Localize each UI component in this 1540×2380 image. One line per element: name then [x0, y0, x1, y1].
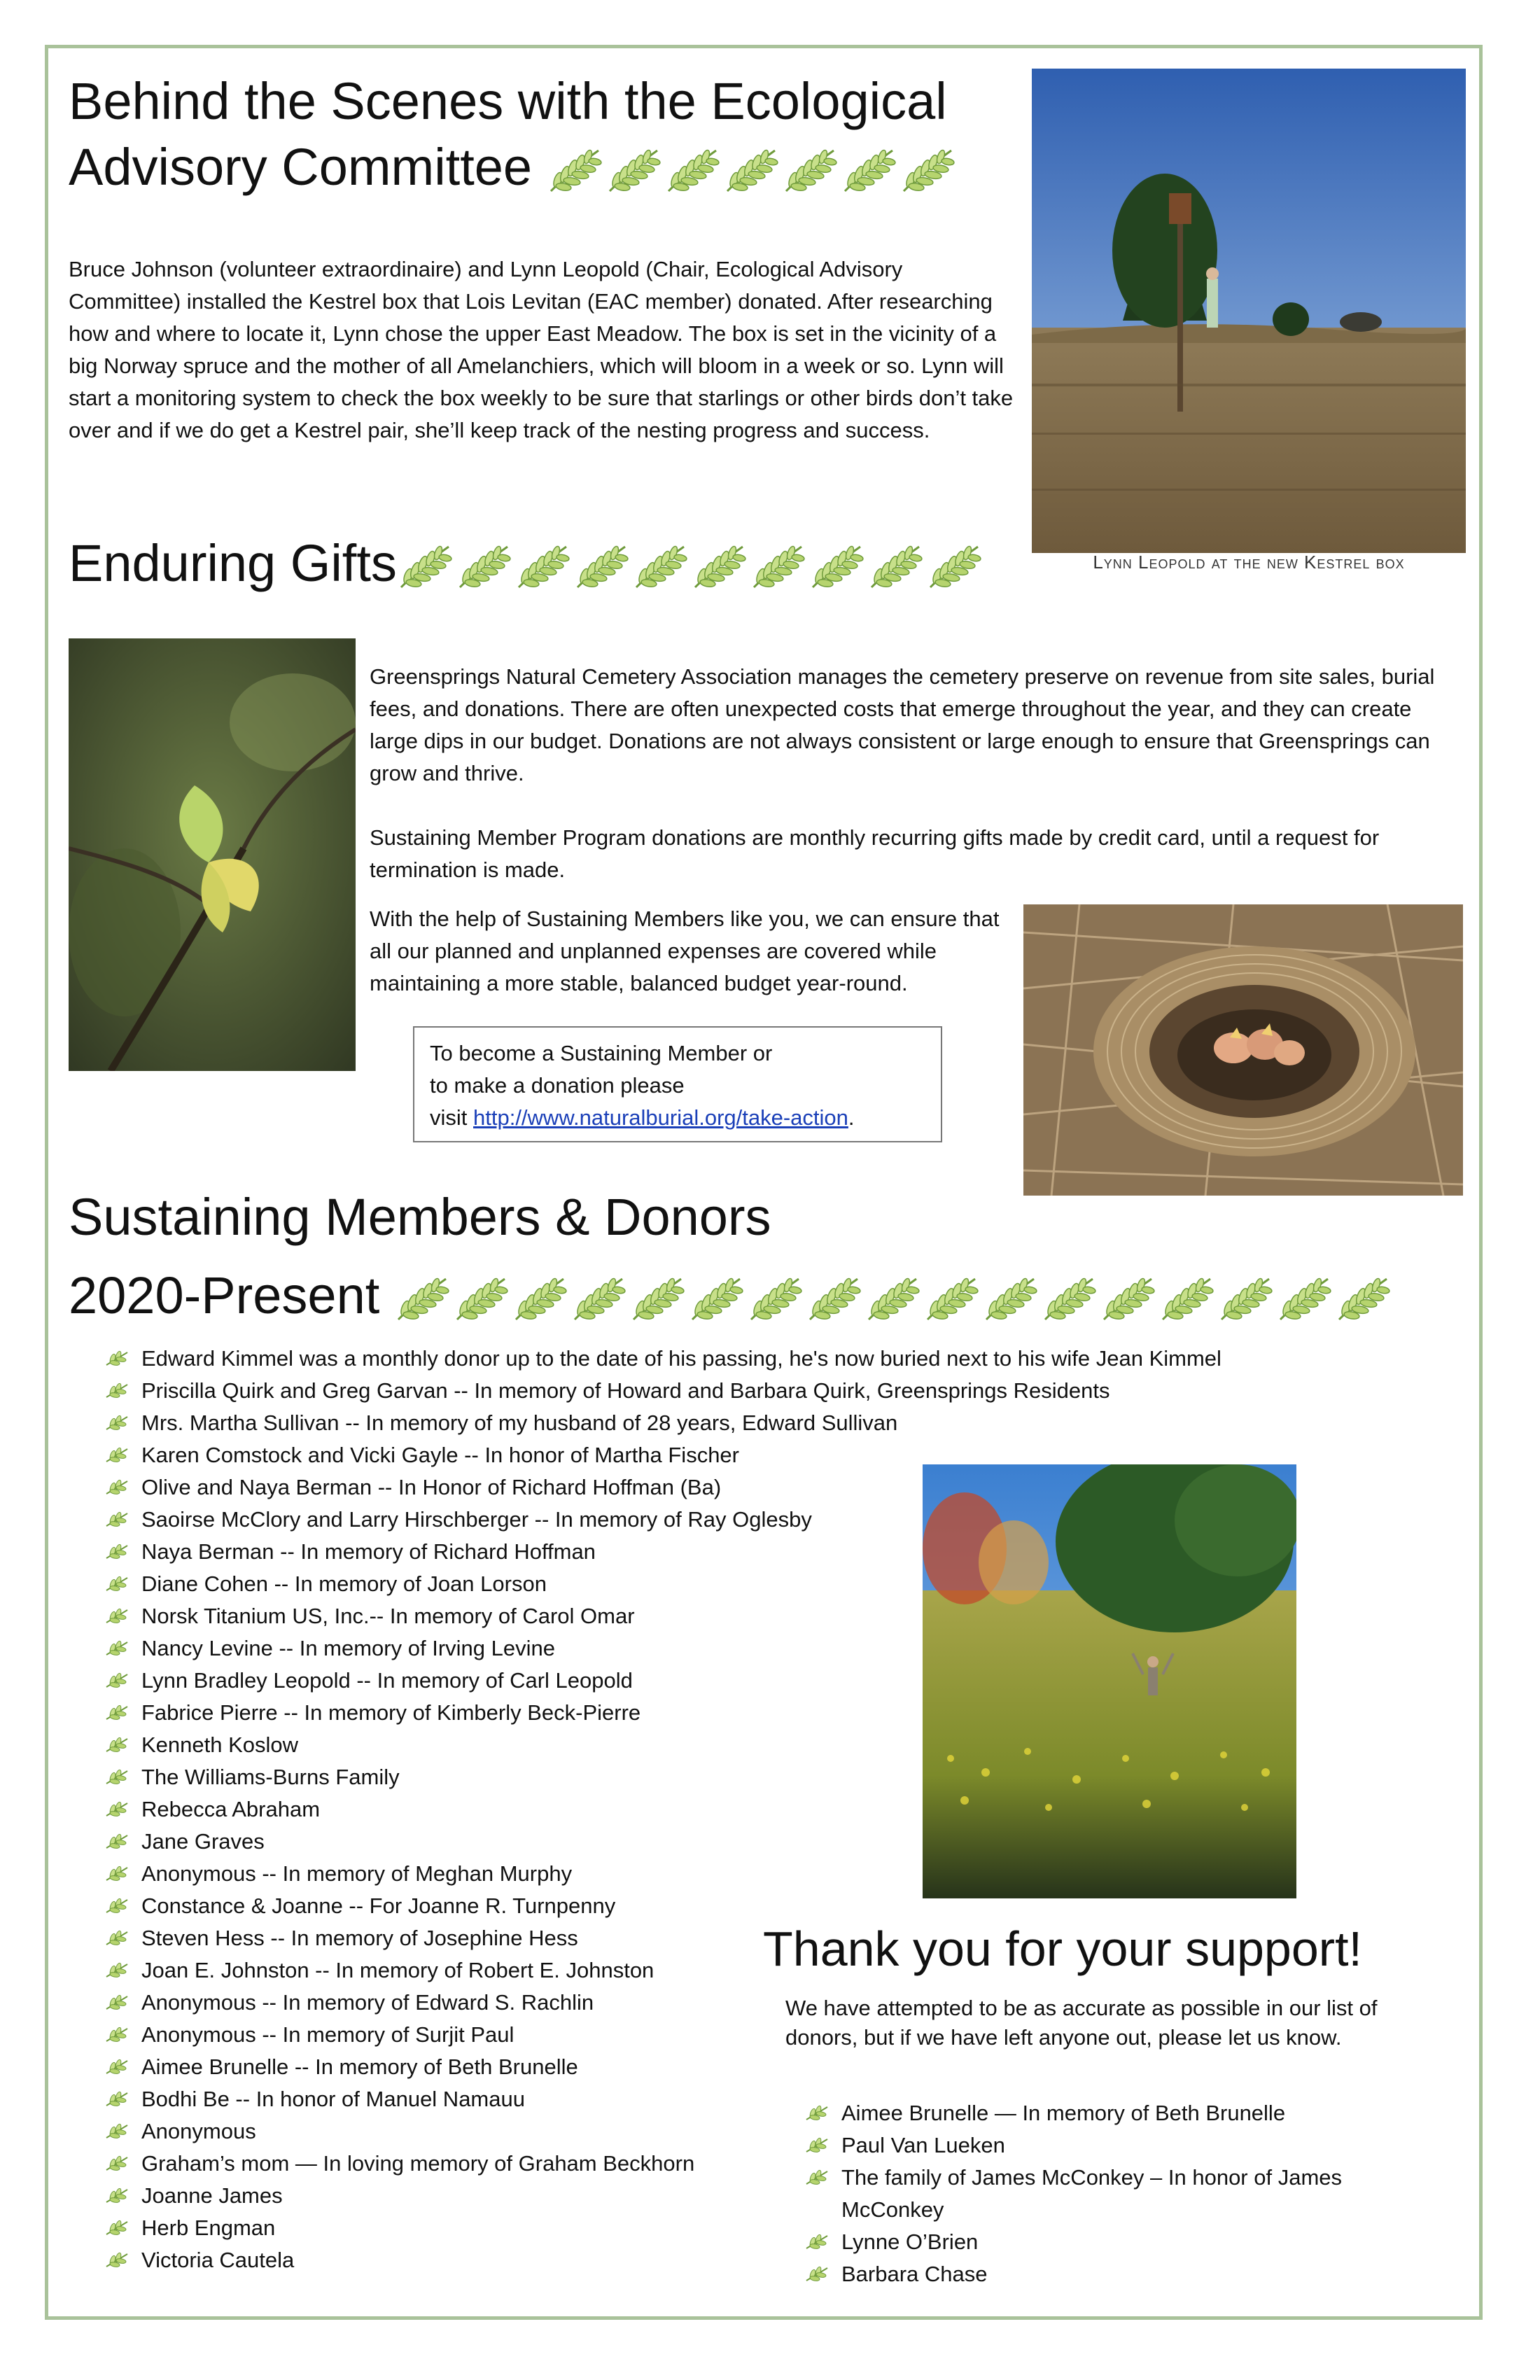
leaf-bullet-icon: [105, 1833, 129, 1851]
leaf-bullet-icon: [105, 1382, 129, 1400]
leaf-bullet-icon: [105, 1607, 129, 1625]
donor-name: Barbara Chase: [841, 2262, 988, 2286]
donor-name: Diane Cohen -- In memory of Joan Lorson: [141, 1572, 547, 1596]
leaf-bullet-icon: [805, 2104, 829, 2122]
donation-callout-box: [413, 1026, 942, 1142]
donor-name: Anonymous -- In memory of Meghan Murphy: [141, 1861, 573, 1886]
leaf-bullet-icon: [105, 2058, 129, 2076]
leaf-bullet-icon: [805, 2233, 829, 2251]
donor-name: Aimee Brunelle -- In memory of Beth Brunelle: [141, 2054, 578, 2079]
leaf-bullet-icon: [105, 1672, 129, 1690]
donor-name: Saoirse McClory and Larry Hirschberger -- In memory of Ray Oglesby: [141, 1507, 812, 1532]
section-1-title-line-1: Behind the Scenes with the Ecological: [69, 72, 947, 130]
donor-name: Anonymous: [141, 2119, 256, 2143]
meadow-photo: [923, 1464, 1296, 1898]
donor-name: Edward Kimmel was a monthly donor up to the date of his passing, he's now buried next to his wife Jean Kimmel: [141, 1346, 1222, 1371]
callout-line-1: To become a Sustaining Member or: [430, 1041, 773, 1065]
leaf-bullet-icon: [805, 2265, 829, 2283]
leaf-bullet-icon: [105, 1478, 129, 1497]
leaf-bullet-icon: [105, 1446, 129, 1464]
leaf-bud-photo: [69, 638, 356, 1071]
donor-name: Herb Engman: [141, 2216, 276, 2240]
leaf-bullet-icon: [105, 2122, 129, 2141]
donor-name: Bodhi Be -- In honor of Manuel Namauu: [141, 2087, 525, 2111]
section-3-title-line-2-row: [69, 1263, 1469, 1329]
leaf-bullet-icon: [105, 1350, 129, 1368]
donor-name: Fabrice Pierre -- In memory of Kimberly Beck-Pierre: [141, 1700, 641, 1725]
donor-name: Steven Hess -- In memory of Josephine Hess: [141, 1926, 578, 1950]
leaf-bullet-icon: [105, 2219, 129, 2237]
section-1-title: [69, 69, 1035, 200]
donor-name: Graham’s mom — In loving memory of Graham Beckhorn: [141, 2151, 695, 2176]
donor-name: Joanne James: [141, 2183, 283, 2208]
section-3-title-line-1: Sustaining Members & Donors: [69, 1188, 771, 1246]
leaf-bullet-icon: [105, 1639, 129, 1658]
donor-name: Paul Van Lueken: [841, 2133, 1005, 2157]
additional-donor-list: [805, 2097, 1435, 2290]
section-2-title-text: Enduring Gifts: [69, 534, 397, 592]
leaf-bullet-icon: [105, 1929, 129, 1947]
leaf-bullet-icon: [105, 1800, 129, 1819]
donor-name: Priscilla Quirk and Greg Garvan -- In memory of Howard and Barbara Quirk, Greensprings Residents: [141, 1378, 1110, 1403]
thank-you-title: Thank you for your support!: [763, 1921, 1362, 1976]
leaf-bullet-icon: [105, 1768, 129, 1786]
leaf-bullet-icon: [105, 1511, 129, 1529]
callout-visit-text: visit: [430, 1105, 473, 1130]
donor-name: Kenneth Koslow: [141, 1732, 299, 1757]
leaf-bullet-icon: [105, 1736, 129, 1754]
callout-line-2: to make a donation please: [430, 1073, 685, 1098]
thank-you-note: We have attempted to be as accurate as possible in our list of donors, but if we have left anyone out, please let us know.: [785, 1996, 1378, 2050]
donor-name: Naya Berman -- In memory of Richard Hoffman: [141, 1539, 596, 1564]
donor-list-item: [805, 2258, 1435, 2290]
donor-name: Norsk Titanium US, Inc.-- In memory of Carol Omar: [141, 1604, 635, 1628]
donor-name: Aimee Brunelle — In memory of Beth Brunelle: [841, 2101, 1286, 2125]
donor-name: Jane Graves: [141, 1829, 265, 1854]
donor-list-item: [805, 2097, 1435, 2129]
donor-name: Olive and Naya Berman -- In Honor of Richard Hoffman (Ba): [141, 1475, 722, 1499]
kestrel-photo-caption: Lynn Leopold at the new Kestrel box: [1093, 552, 1405, 573]
kestrel-box-photo: [1032, 69, 1466, 553]
donor-name: Lynne O’Brien: [841, 2230, 979, 2254]
section-1-title-line-2: Advisory Committee: [69, 138, 533, 196]
leaf-bullet-icon: [105, 2155, 129, 2173]
leaf-bullet-icon: [805, 2136, 829, 2155]
section-1-paragraph: Bruce Johnson (volunteer extraordinaire) and Lynn Leopold (Chair, Ecological Advisory Committee) installed the Kestrel box that Lois Levitan (EAC member) donated. After researching how and where to locate it, Lynn chose the upper East Meadow. The box is set in the vicinity of a big Norway spruce and the mother of all Amelanchiers, which will bloom in a week or so. Lynn will start a monitoring system to check the box weekly to be sure that starlings or other birds don’t take over and if we do get a Kestrel pair, she’ll keep track of the nesting progress and success.: [69, 257, 1014, 442]
callout-period: .: [848, 1105, 855, 1130]
section-2-paragraph-2: Sustaining Member Program donations are monthly recurring gifts made by credit card, until a request for termination is made.: [370, 825, 1380, 882]
leaf-bullet-icon: [105, 2090, 129, 2108]
donor-name: Constance & Joanne -- For Joanne R. Turnpenny: [141, 1893, 616, 1918]
donor-name: The Williams-Burns Family: [141, 1765, 400, 1789]
donor-name: Mrs. Martha Sullivan -- In memory of my husband of 28 years, Edward Sullivan: [141, 1410, 898, 1435]
leaf-bullet-icon: [105, 1414, 129, 1432]
section-2-paragraph-3: With the help of Sustaining Members like you, we can ensure that all our planned and unplanned expenses are covered while maintaining a more stable, balanced budget year-round.: [370, 906, 1000, 995]
donor-list-item: [105, 2051, 1435, 2083]
donor-list-item: [105, 1343, 1435, 1375]
donor-name: Karen Comstock and Vicki Gayle -- In honor of Martha Fischer: [141, 1443, 739, 1467]
donor-name: Lynn Bradley Leopold -- In memory of Carl Leopold: [141, 1668, 633, 1693]
section-2-title: [69, 531, 1049, 596]
leaf-bullet-icon: [105, 1865, 129, 1883]
fern-decoration-icon: [547, 145, 955, 197]
leaf-bullet-icon: [105, 2251, 129, 2269]
bird-nest-photo: [1023, 904, 1463, 1196]
donor-name: Nancy Levine -- In memory of Irving Levine: [141, 1636, 555, 1660]
leaf-bullet-icon: [105, 1897, 129, 1915]
donor-name: Anonymous -- In memory of Surjit Paul: [141, 2022, 514, 2047]
donor-list-item: [805, 2226, 1435, 2258]
fern-decoration-icon: [394, 1273, 1391, 1325]
leaf-bullet-icon: [105, 1961, 129, 1980]
donor-name: Rebecca Abraham: [141, 1797, 321, 1821]
leaf-bullet-icon: [105, 1704, 129, 1722]
fern-decoration-icon: [397, 541, 982, 593]
leaf-bullet-icon: [105, 1575, 129, 1593]
section-3-title-line-2: 2020-Present: [69, 1266, 380, 1324]
leaf-bullet-icon: [105, 2026, 129, 2044]
donor-list-item: [805, 2162, 1435, 2226]
donor-list-item: [105, 1407, 1435, 1439]
take-action-link[interactable]: http://www.naturalburial.org/take-action: [473, 1105, 848, 1130]
donor-name: Victoria Cautela: [141, 2248, 295, 2272]
leaf-bullet-icon: [105, 2187, 129, 2205]
leaf-bullet-icon: [105, 1543, 129, 1561]
donor-name: The family of James McConkey – In honor of James McConkey: [841, 2165, 1343, 2222]
leaf-bullet-icon: [105, 1994, 129, 2012]
donor-list-item: [105, 1375, 1435, 1407]
section-2-paragraph-1: Greensprings Natural Cemetery Association manages the cemetery preserve on revenue from site sales, burial fees, and donations. There are often unexpected costs that emerge throughout the year, and they can create large dips in our budget. Donations are not always consistent or large enough to ensure that Greensprings can grow and thrive.: [370, 664, 1435, 785]
donor-list-item: [805, 2129, 1435, 2162]
donor-name: Anonymous -- In memory of Edward S. Rachlin: [141, 1990, 594, 2015]
leaf-bullet-icon: [805, 2169, 829, 2187]
donor-name: Joan E. Johnston -- In memory of Robert E. Johnston: [141, 1958, 654, 1982]
